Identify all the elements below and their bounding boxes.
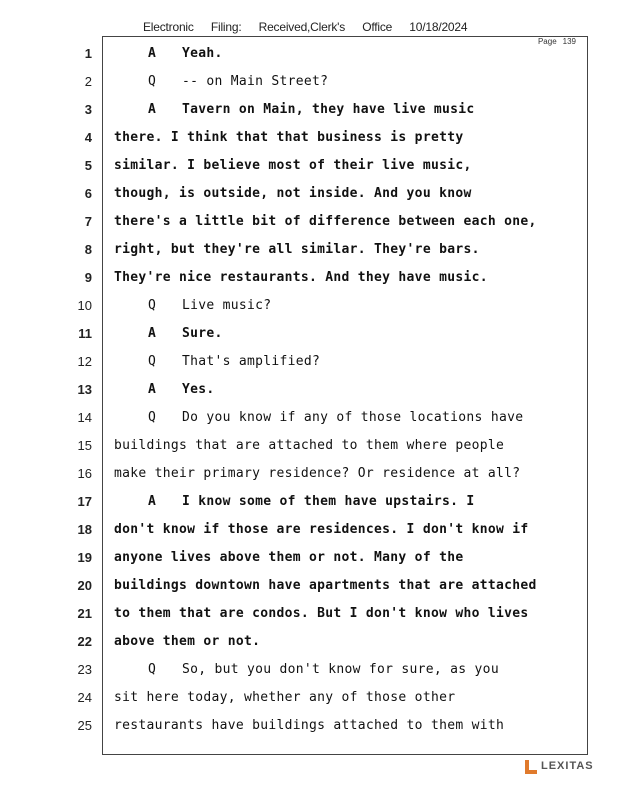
transcript-line <box>0 410 618 438</box>
line-text <box>114 130 463 145</box>
transcript-line <box>0 466 618 494</box>
line-text <box>148 326 223 341</box>
line-number: 24 <box>77 690 92 705</box>
line-text <box>114 522 528 537</box>
line-content: don't know if those are residences. I don't know if <box>114 522 529 537</box>
filing-office: Office <box>362 20 393 34</box>
transcript-line <box>0 578 618 606</box>
line-number: 9 <box>84 270 92 285</box>
line-number: 8 <box>84 242 92 257</box>
line-text <box>114 690 455 705</box>
line-text <box>148 494 475 509</box>
transcript-line <box>0 130 618 158</box>
line-content: there's a little bit of difference between each one, <box>114 214 537 229</box>
transcript-line <box>0 690 618 718</box>
line-number: 19 <box>77 550 92 565</box>
line-text <box>114 242 480 257</box>
line-text <box>114 606 528 621</box>
lexitas-logo <box>525 758 594 774</box>
transcript-line <box>0 270 618 298</box>
line-content: to them that are condos. But I don't know who lives <box>114 606 529 621</box>
transcript-line <box>0 718 618 746</box>
line-text <box>148 410 523 425</box>
line-text <box>148 102 475 117</box>
question-marker: Q <box>148 298 157 313</box>
line-number: 17 <box>77 494 92 509</box>
line-text <box>148 74 328 89</box>
line-number: 14 <box>77 410 92 425</box>
question-marker: Q <box>148 74 157 89</box>
line-content: Yeah. <box>182 46 223 61</box>
filing-electronic: Electronic <box>143 20 194 34</box>
transcript-line <box>0 158 618 186</box>
line-text <box>148 382 215 397</box>
line-number: 25 <box>77 718 92 733</box>
line-number: 4 <box>84 130 92 145</box>
line-content: there. I think that that business is pretty <box>114 130 464 145</box>
answer-marker: A <box>148 326 157 341</box>
transcript-line <box>0 242 618 270</box>
line-number: 3 <box>84 102 92 117</box>
transcript-line <box>0 550 618 578</box>
transcript-line <box>0 46 618 74</box>
line-content: Live music? <box>182 298 272 313</box>
transcript-line <box>0 382 618 410</box>
line-number: 23 <box>77 662 92 677</box>
transcript-line <box>0 634 618 662</box>
transcript-line <box>0 522 618 550</box>
transcript-line <box>0 74 618 102</box>
line-content: anyone lives above them or not. Many of the <box>114 550 464 565</box>
line-content: So, but you don't know for sure, as you <box>182 662 499 677</box>
line-text <box>114 634 260 649</box>
lexitas-logo-mark-icon <box>525 758 539 774</box>
answer-marker: A <box>148 102 157 117</box>
line-content: I know some of them have upstairs. I <box>182 494 475 509</box>
page-number-value: 139 <box>562 37 576 46</box>
line-content: above them or not. <box>114 634 261 649</box>
line-text <box>114 158 472 173</box>
line-number: 6 <box>84 186 92 201</box>
line-text <box>148 662 499 677</box>
line-text <box>114 438 504 453</box>
filing-filing: Filing: <box>210 20 242 34</box>
filing-date: 10/18/2024 <box>409 20 468 34</box>
line-number: 10 <box>77 298 92 313</box>
line-content: Tavern on Main, they have live music <box>182 102 475 117</box>
line-number: 21 <box>77 606 92 621</box>
line-number: 2 <box>84 74 92 89</box>
line-number: 1 <box>84 46 92 61</box>
line-content: They're nice restaurants. And they have music. <box>114 270 488 285</box>
line-content: similar. I believe most of their live music, <box>114 158 472 173</box>
line-text <box>114 214 537 229</box>
question-marker: Q <box>148 354 157 369</box>
line-number: 13 <box>77 382 92 397</box>
transcript-line <box>0 298 618 326</box>
answer-marker: A <box>148 494 157 509</box>
line-number: 15 <box>77 438 92 453</box>
lexitas-logo-text: LEXITAS <box>541 760 594 772</box>
transcript-line <box>0 186 618 214</box>
filing-received: Received,Clerk's <box>258 20 346 34</box>
line-number: 12 <box>77 354 92 369</box>
line-content: restaurants have buildings attached to them with <box>114 718 505 733</box>
transcript-line <box>0 102 618 130</box>
line-text <box>148 298 271 313</box>
line-text <box>148 354 320 369</box>
transcript-line <box>0 326 618 354</box>
line-text <box>114 466 520 481</box>
line-text <box>114 270 488 285</box>
line-text <box>148 46 223 61</box>
line-text <box>114 550 463 565</box>
line-text <box>114 186 472 201</box>
page-number <box>538 37 576 46</box>
transcript-line <box>0 214 618 242</box>
line-number: 16 <box>77 466 92 481</box>
line-content: -- on Main Street? <box>182 74 329 89</box>
line-content: Do you know if any of those locations have <box>182 410 524 425</box>
line-content: That's amplified? <box>182 354 321 369</box>
line-content: Sure. <box>182 326 223 341</box>
line-number: 11 <box>78 326 92 341</box>
transcript-line <box>0 438 618 466</box>
line-number: 22 <box>77 634 92 649</box>
transcript-line <box>0 494 618 522</box>
line-content: buildings that are attached to them where people <box>114 438 505 453</box>
line-number: 18 <box>77 522 92 537</box>
answer-marker: A <box>148 382 157 397</box>
line-number: 7 <box>84 214 92 229</box>
line-number: 5 <box>84 158 92 173</box>
line-content: though, is outside, not inside. And you know <box>114 186 472 201</box>
question-marker: Q <box>148 662 157 677</box>
line-content: right, but they're all similar. They're bars. <box>114 242 480 257</box>
transcript-line <box>0 606 618 634</box>
line-text <box>114 718 504 733</box>
line-content: sit here today, whether any of those other <box>114 690 456 705</box>
answer-marker: A <box>148 46 157 61</box>
line-content: buildings downtown have apartments that are attached <box>114 578 537 593</box>
line-content: make their primary residence? Or residence at all? <box>114 466 521 481</box>
transcript-line <box>0 662 618 690</box>
page-label: Page <box>537 37 557 46</box>
question-marker: Q <box>148 410 157 425</box>
line-content: Yes. <box>182 382 215 397</box>
line-text <box>114 578 537 593</box>
filing-header <box>143 20 481 34</box>
transcript-line <box>0 354 618 382</box>
line-number: 20 <box>77 578 92 593</box>
